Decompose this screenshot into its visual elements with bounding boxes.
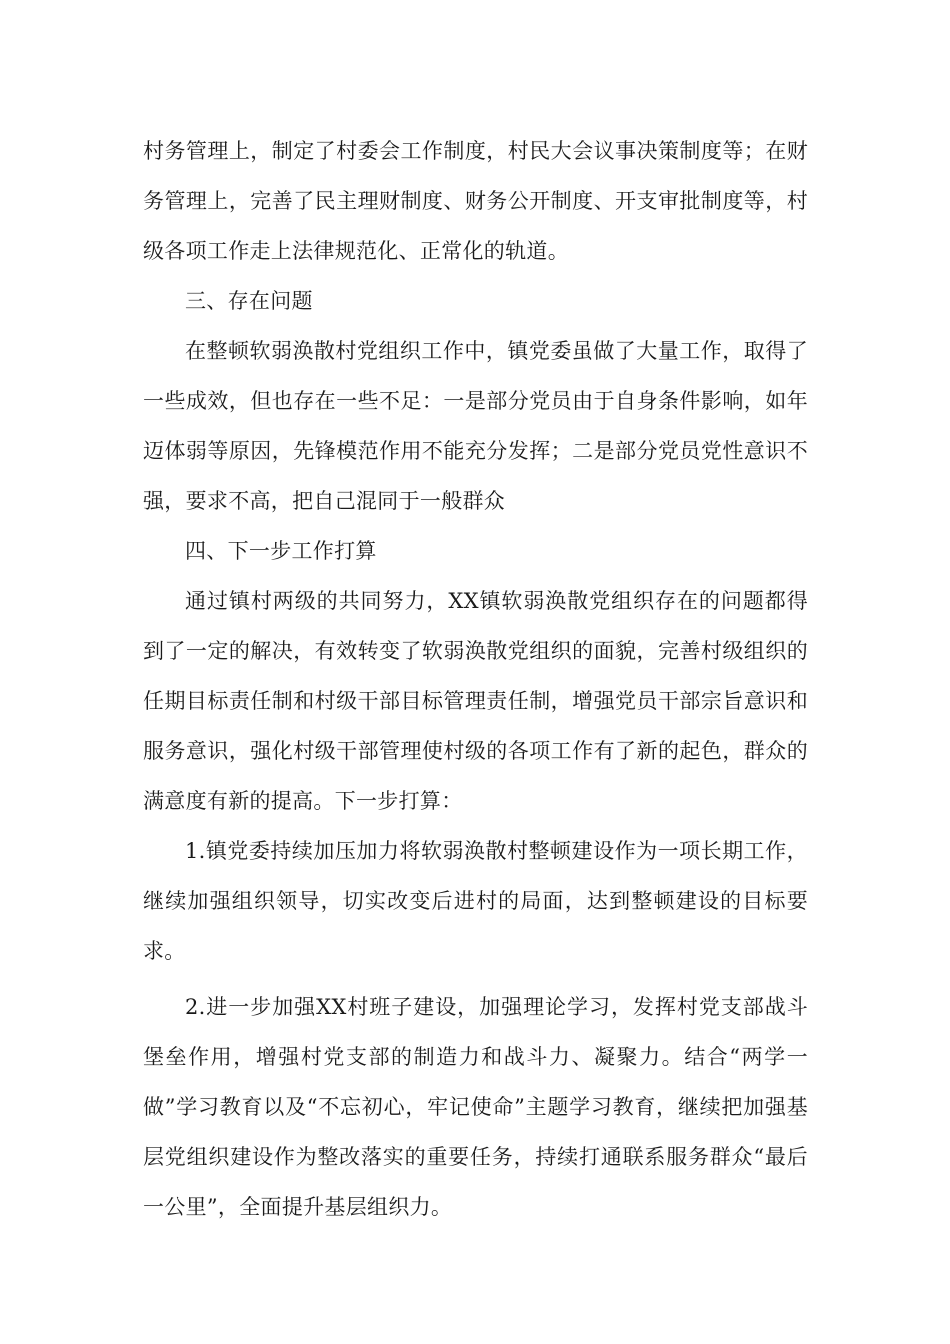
paragraph-continuation: 村务管理上，制定了村委会工作制度，村民大会议事决策制度等；在财务管理上，完善了民主理财制度、财务公开制度、开支审批制度等，村级各项工作走上法律规范化、正常化的轨道。 bbox=[143, 139, 808, 263]
paragraph-problems: 在整顿软弱涣散村党组织工作中，镇党委虽做了大量工作，取得了一些成效，但也存在一些不足：一是部分党员由于自身条件影响，如年迈体弱等原因，先锋模范作用不能充分发挥；二是部分党员党性意识不强，要求不高，把自己混同于一般群众 bbox=[143, 339, 808, 513]
document-body bbox=[143, 126, 808, 1232]
section-heading-next-steps: 四、下一步工作打算 bbox=[185, 539, 377, 563]
paragraph-item-2: 2.进一步加强XX村班子建设，加强理论学习，发挥村党支部战斗堡垒作用，增强村党支部的制造力和战斗力、凝聚力。结合“两学一做”学习教育以及“不忘初心，牢记使命”主题学习教育，继续把加强基层党组织建设作为整改落实的重要任务，持续打通联系服务群众“最后一公里”，全面提升基层组织力。 bbox=[143, 995, 808, 1219]
paragraph-item-1: 1.镇党委持续加压加力将软弱涣散村整顿建设作为一项长期工作，继续加强组织领导，切实改变后进村的局面，达到整顿建设的目标要求。 bbox=[143, 839, 808, 963]
section-heading-problems: 三、存在问题 bbox=[185, 289, 313, 313]
paragraph-next-steps-intro: 通过镇村两级的共同努力，XX镇软弱涣散党组织存在的问题都得到了一定的解决，有效转变了软弱涣散党组织的面貌，完善村级组织的任期目标责任制和村级干部目标管理责任制，增强党员干部宗旨意识和服务意识，强化村级干部管理使村级的各项工作有了新的起色，群众的满意度有新的提高。下一步打算： bbox=[143, 589, 808, 813]
